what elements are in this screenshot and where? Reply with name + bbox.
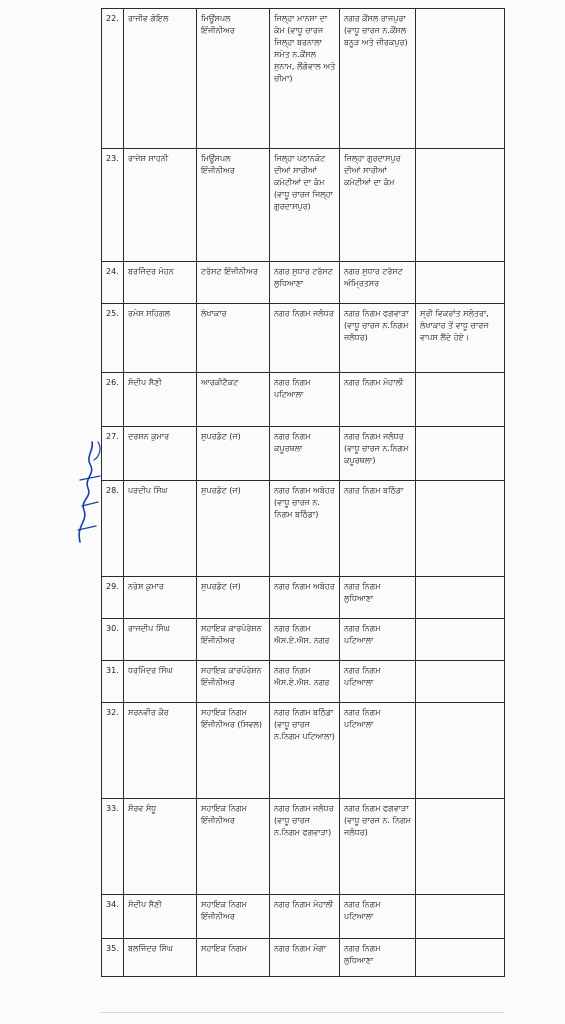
cell-name: ਸੰਦੀਪ ਸੈਣੀ — [124, 373, 197, 427]
cell-designation: ਆਰਕੀਟੈਕਟ — [197, 373, 270, 427]
cell-from: ਨਗਰ ਨਿਗਮ ਮੋਹਾਲੀ — [270, 895, 340, 939]
cell-designation: ਲੇਖਾਕਾਰ — [197, 304, 270, 373]
cell-to: ਨਗਰ ਨਿਗਮ ਫਗਵਾੜਾ (ਵਾਧੂ ਚਾਰਜ ਨ.ਨਿਗਮ ਜਲੰਧਰ) — [340, 304, 416, 373]
cell-name: ਰਮੇਸ਼ ਸਹਿਗਲ — [124, 304, 197, 373]
cell-from: ਨਗਰ ਨਿਗਮ ਬਠਿੰਡਾ (ਵਾਧੂ ਚਾਰਜ ਨ.ਨਿਗਮ ਪਟਿਆਲਾ) — [270, 703, 340, 799]
table-row — [102, 149, 505, 262]
cell-remarks — [416, 577, 505, 619]
cell-sr: 25. — [102, 304, 124, 373]
cell-designation: ਟਰੱਸਟ ਇੰਜੀਨੀਅਰ — [197, 262, 270, 304]
cell-designation: ਸੁਪਰਡੰਟ (ਜ) — [197, 481, 270, 577]
table-row — [102, 939, 505, 977]
cell-to: ਨਗਰ ਨਿਗਮ ਮੋਹਾਲੀ — [340, 373, 416, 427]
cell-remarks — [416, 373, 505, 427]
cell-sr: 28. — [102, 481, 124, 577]
cell-name: ਦਰਸ਼ਨ ਕੁਮਾਰ — [124, 427, 197, 481]
cell-from: ਜਿਲ੍ਹਾ ਪਠਾਨਕੋਟ ਦੀਆਂ ਸਾਰੀਆਂ ਕਮੇਟੀਆਂ ਦਾ ਕੰਮ (ਵਾਧੂ ਚਾਰਜ ਜਿਲ੍ਹਾ ਗੁਰਦਾਸਪੁਰ) — [270, 149, 340, 262]
cell-sr: 29. — [102, 577, 124, 619]
cell-designation: ਸਹਾਇਕ ਕਾਰਪੋਰੇਸ਼ਨ ਇੰਜੀਨੀਅਰ — [197, 619, 270, 661]
cell-from: ਨਗਰ ਸੁਧਾਰ ਟਰੱਸਟ ਲੁਧਿਆਣਾ — [270, 262, 340, 304]
cell-remarks — [416, 427, 505, 481]
cell-remarks — [416, 703, 505, 799]
cell-sr: 31. — [102, 661, 124, 703]
cell-from: ਨਗਰ ਨਿਗਮ ਐਸ.ਏ.ਐਸ. ਨਗਰ — [270, 619, 340, 661]
cell-to: ਜਿਲ੍ਹਾ ਗੁਰਦਾਸਪੁਰ ਦੀਆਂ ਸਾਰੀਆਂ ਕਮੇਟੀਆਂ ਦਾ ਕੰਮ — [340, 149, 416, 262]
page-bottom-edge — [101, 1012, 504, 1013]
handwritten-signature — [70, 430, 110, 550]
cell-remarks — [416, 481, 505, 577]
table-row — [102, 895, 505, 939]
cell-sr: 24. — [102, 262, 124, 304]
cell-to: ਨਗਰ ਨਿਗਮ ਲੁਧਿਆਣਾ — [340, 939, 416, 977]
cell-remarks — [416, 939, 505, 977]
cell-from: ਨਗਰ ਨਿਗਮ ਅਬੋਹਰ (ਵਾਧੂ ਚਾਰਜ ਨ. ਨਿਗਮ ਬਠਿੰਡਾ) — [270, 481, 340, 577]
cell-remarks — [416, 895, 505, 939]
cell-designation: ਸੁਪਰਡੰਟ (ਜ) — [197, 577, 270, 619]
cell-to: ਨਗਰ ਨਿਗਮ ਪਟਿਆਲਾ — [340, 895, 416, 939]
cell-sr: 34. — [102, 895, 124, 939]
cell-remarks — [416, 149, 505, 262]
cell-to: ਨਗਰ ਨਿਗਮ ਪਟਿਆਲਾ — [340, 619, 416, 661]
cell-from: ਨਗਰ ਨਿਗਮ ਮੋਗਾ — [270, 939, 340, 977]
cell-designation: ਸੁਪਰਡੰਟ (ਜ) — [197, 427, 270, 481]
cell-name: ਬਲਜਿੰਦਰ ਸਿੰਘ — [124, 939, 197, 977]
cell-name: ਨਰੇਸ਼ ਕੁਮਾਰ — [124, 577, 197, 619]
cell-designation: ਸਹਾਇਕ ਕਾਰਪੋਰੇਸ਼ਨ ਇੰਜੀਨੀਅਰ — [197, 661, 270, 703]
cell-remarks: ਸ੍ਰੀ ਵਿਕਰਾਂਤ ਸਲੋਤਰਾ, ਲੇਖਾਕਾਰ ਤੋਂ ਵਾਧੂ ਚਾਰਜ ਵਾਪਸ ਲੈਂਦੇ ਹੋਏ। — [416, 304, 505, 373]
table-row — [102, 661, 505, 703]
cell-name: ਪਰਦੀਪ ਸਿੰਘ — [124, 481, 197, 577]
table-row — [102, 304, 505, 373]
cell-to: ਨਗਰ ਸੁਧਾਰ ਟਰੱਸਟ ਅੰਮ੍ਰਿਤਸਰ — [340, 262, 416, 304]
cell-designation: ਸਹਾਇਕ ਨਿਗਮ ਇੰਜੀਨੀਅਰ — [197, 799, 270, 895]
cell-from: ਨਗਰ ਨਿਗਮ ਐਸ.ਏ.ਐਸ. ਨਗਰ — [270, 661, 340, 703]
cell-sr: 22. — [102, 9, 124, 149]
table-row — [102, 481, 505, 577]
table-row — [102, 577, 505, 619]
cell-remarks — [416, 9, 505, 149]
cell-remarks — [416, 262, 505, 304]
table-row — [102, 703, 505, 799]
table-row — [102, 799, 505, 895]
table-row — [102, 427, 505, 481]
cell-name: ਧਰਮਿੰਦਰ ਸਿੰਘ — [124, 661, 197, 703]
cell-name: ਸੰਦੀਪ ਸੈਣੀ — [124, 895, 197, 939]
cell-from: ਨਗਰ ਨਿਗਮ ਜਲੰਧਰ — [270, 304, 340, 373]
cell-name: ਰਾਜੇਸ਼ ਸਾਹਨੀ — [124, 149, 197, 262]
cell-designation: ਸਹਾਇਕ ਨਿਗਮ ਇੰਜੀਨੀਅਰ (ਸਿਵਲ) — [197, 703, 270, 799]
cell-to: ਨਗਰ ਨਿਗਮ ਫਗਵਾੜਾ (ਵਾਧੂ ਚਾਰਜ ਨ. ਨਿਗਮ ਜਲੰਧਰ) — [340, 799, 416, 895]
cell-designation: ਸਹਾਇਕ ਨਿਗਮ ਇੰਜੀਨੀਅਰ — [197, 895, 270, 939]
cell-remarks — [416, 799, 505, 895]
cell-name: ਰਾਜਦੀਪ ਸਿੰਘ — [124, 619, 197, 661]
table-row — [102, 373, 505, 427]
cell-name: ਰਾਜੀਵ ਗੋਇਲ — [124, 9, 197, 149]
cell-to: ਨਗਰ ਕੌਂਸਲ ਰਾਜਪੁਰਾ (ਵਾਧੂ ਚਾਰਜ ਨ.ਕੌਂਸਲ ਬਨੂੜ ਅਤੇ ਜ਼ੀਰਕਪੁਰ) — [340, 9, 416, 149]
cell-to: ਨਗਰ ਨਿਗਮ ਪਟਿਆਲਾ — [340, 703, 416, 799]
cell-sr: 27. — [102, 427, 124, 481]
cell-sr: 30. — [102, 619, 124, 661]
table-row — [102, 619, 505, 661]
cell-sr: 26. — [102, 373, 124, 427]
cell-from: ਨਗਰ ਨਿਗਮ ਜਲੰਧਰ (ਵਾਧੂ ਚਾਰਜ ਨ.ਨਿਗਮ ਫਗਵਾੜਾ) — [270, 799, 340, 895]
cell-from: ਨਗਰ ਨਿਗਮ ਅਬੋਹਰ — [270, 577, 340, 619]
transfer-table — [101, 8, 505, 977]
cell-from: ਨਗਰ ਨਿਗਮ ਕਪੂਰਥਲਾ — [270, 427, 340, 481]
cell-remarks — [416, 661, 505, 703]
cell-name: ਸਰਨਵੀਰ ਕੌਰ — [124, 703, 197, 799]
cell-remarks — [416, 619, 505, 661]
cell-sr: 33. — [102, 799, 124, 895]
cell-sr: 23. — [102, 149, 124, 262]
table-row — [102, 262, 505, 304]
cell-sr: 32. — [102, 703, 124, 799]
cell-to: ਨਗਰ ਨਿਗਮ ਜਲੰਧਰ (ਵਾਧੂ ਚਾਰਜ ਨ.ਨਿਗਮ ਕਪੂਰਥਲਾ) — [340, 427, 416, 481]
cell-to: ਨਗਰ ਨਿਗਮ ਪਟਿਆਲਾ — [340, 661, 416, 703]
table-body — [102, 9, 505, 977]
cell-designation: ਮਿਊਂਸਪਲ ਇੰਜੀਨੀਅਰ — [197, 149, 270, 262]
cell-to: ਨਗਰ ਨਿਗਮ ਬਠਿੰਡਾ — [340, 481, 416, 577]
table-row — [102, 9, 505, 149]
cell-name: ਸੌਰਵ ਸੰਧੂ — [124, 799, 197, 895]
cell-from: ਜਿਲ੍ਹਾ ਮਾਨਸਾ ਦਾ ਕੰਮ (ਵਾਧੂ ਚਾਰਜ ਜਿਲ੍ਹਾ ਬਰਨਾਲਾ ਸਮੇਤ ਨ.ਕੌਂਸਲ ਸੁਨਾਮ, ਲੌਂਗੋਵਾਲ ਅਤੇ ਚੀਮਾ) — [270, 9, 340, 149]
cell-sr: 35. — [102, 939, 124, 977]
cell-to: ਨਗਰ ਨਿਗਮ ਲੁਧਿਆਣਾ — [340, 577, 416, 619]
cell-designation: ਸਹਾਇਕ ਨਿਗਮ — [197, 939, 270, 977]
cell-name: ਬਰਜਿੰਦਰ ਮੋਹਨ — [124, 262, 197, 304]
cell-designation: ਮਿਊਂਸਪਲ ਇੰਜੀਨੀਅਰ — [197, 9, 270, 149]
cell-from: ਨਗਰ ਨਿਗਮ ਪਟਿਆਲਾ — [270, 373, 340, 427]
